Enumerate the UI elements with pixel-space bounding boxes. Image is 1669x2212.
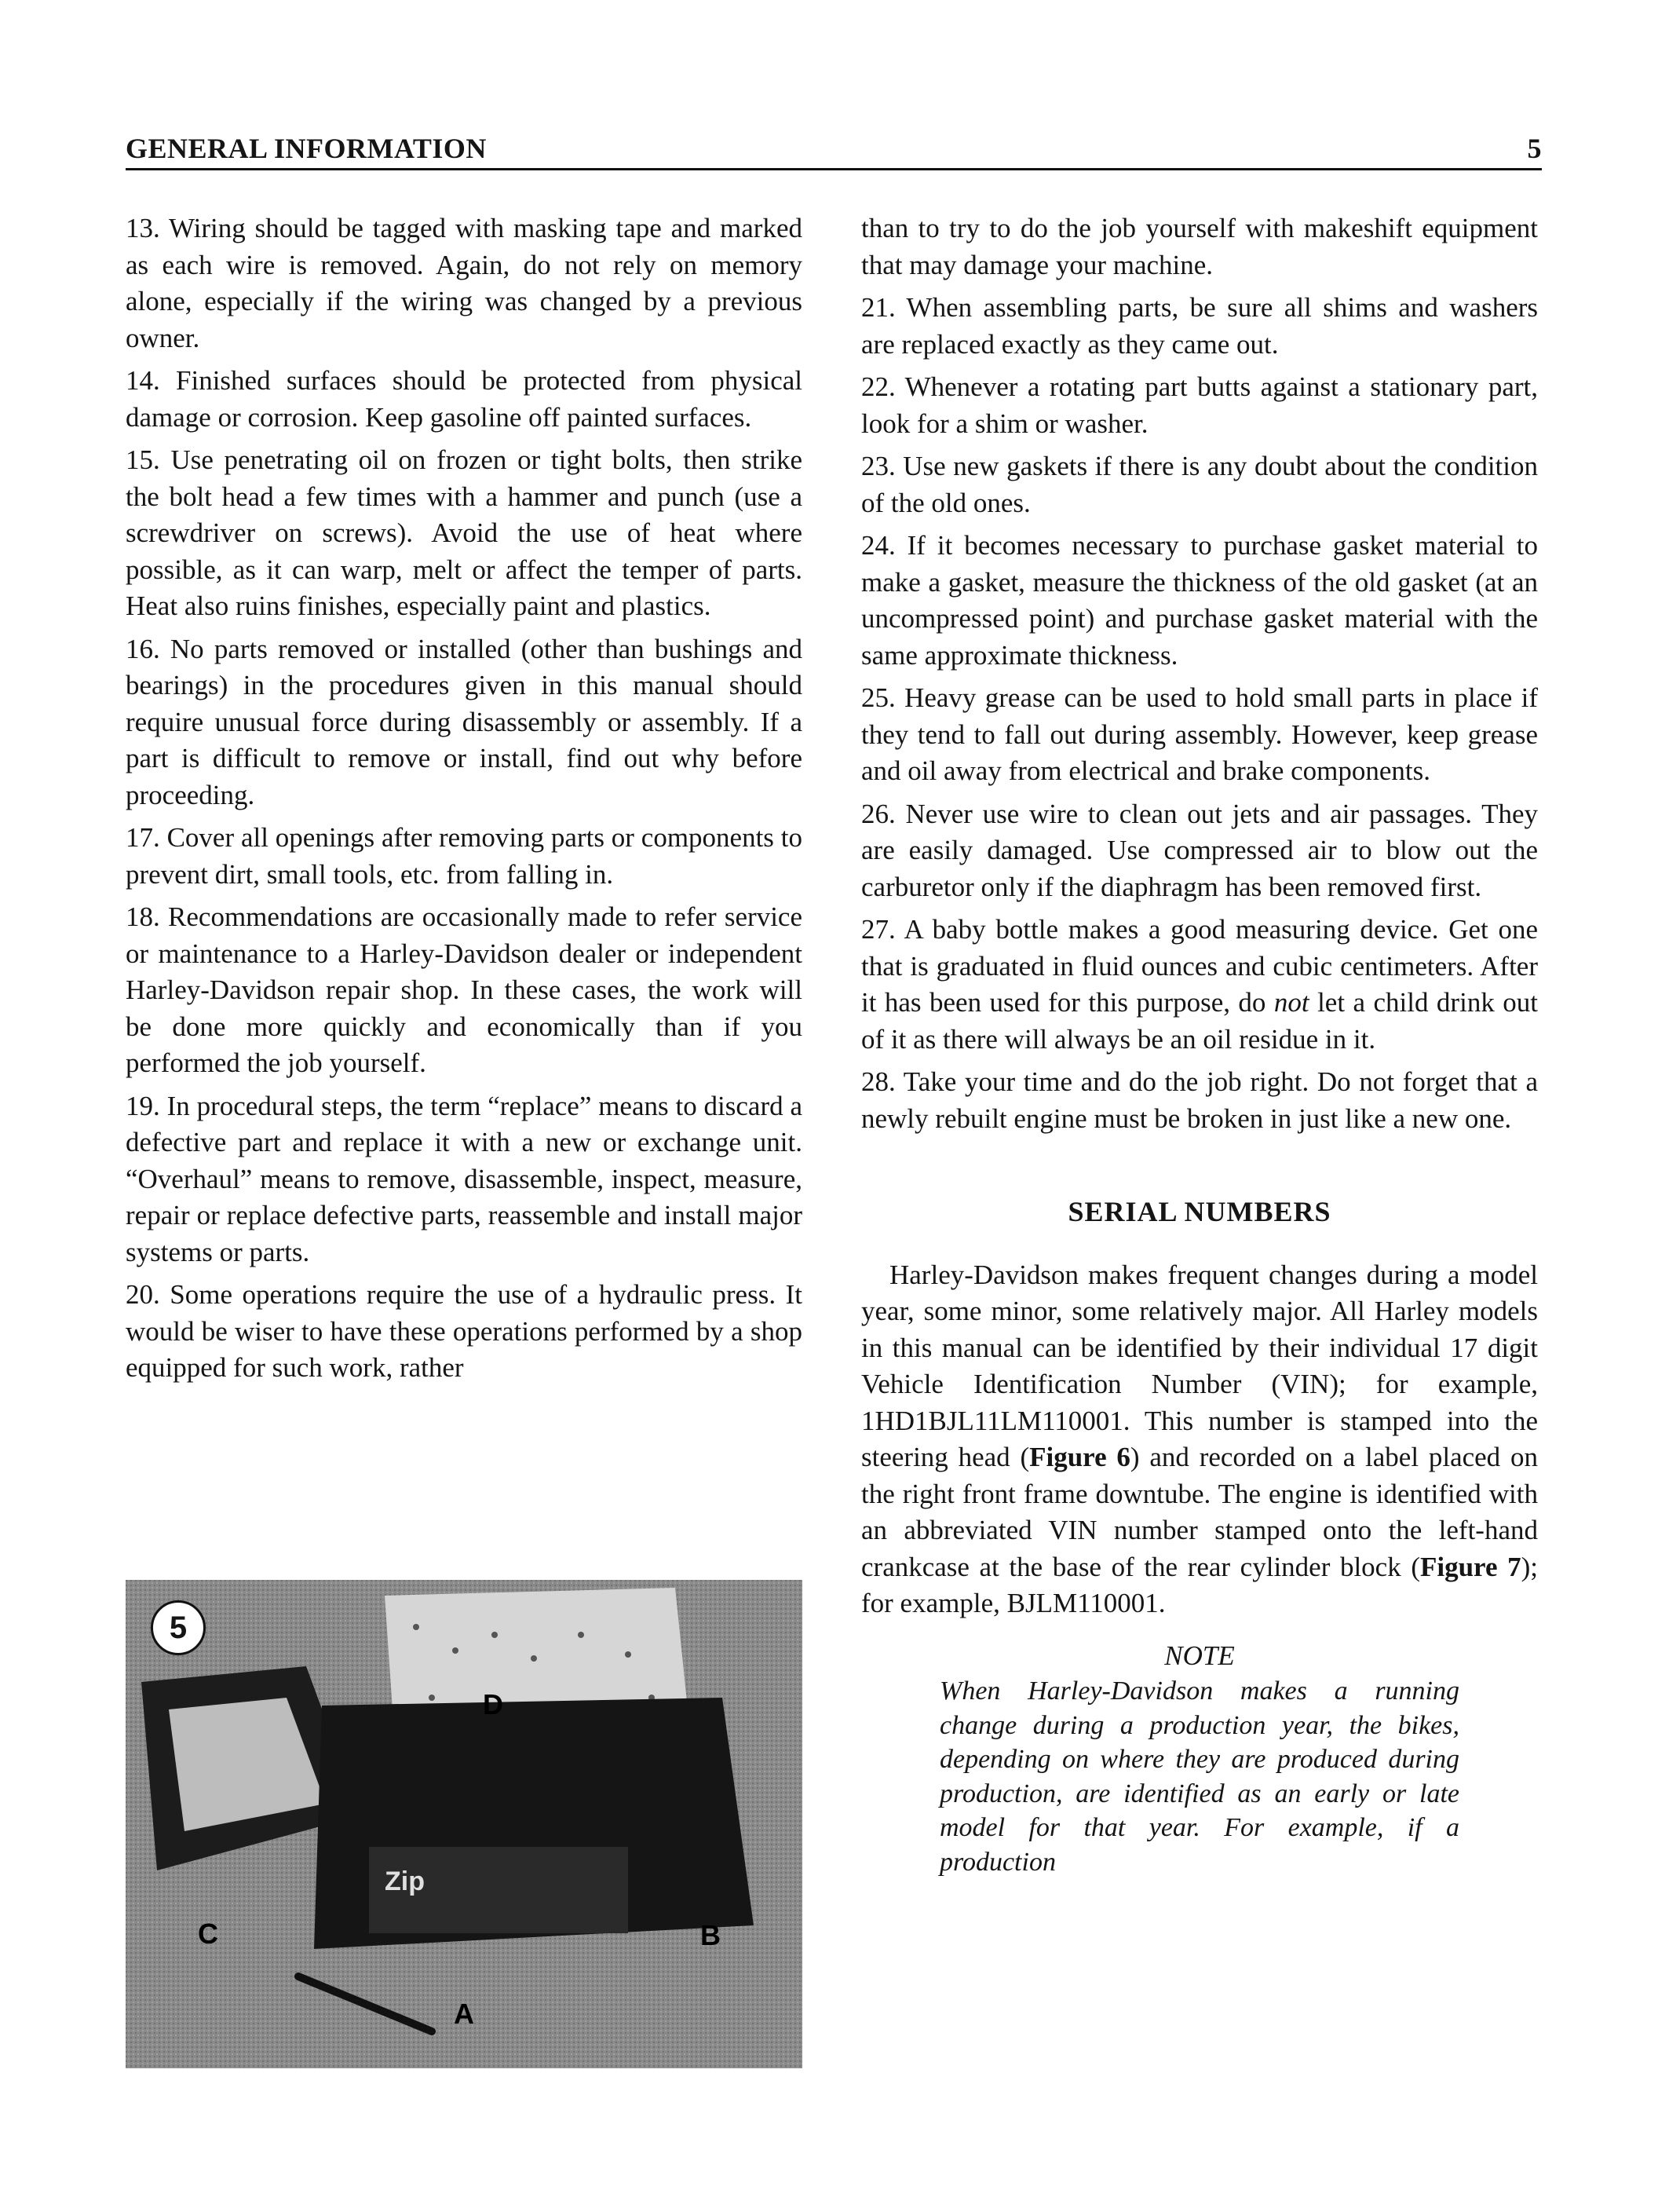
figure-label-c: C bbox=[198, 1918, 218, 1950]
paragraph-14: 14. Finished surfaces should be protected from physical damage or corrosion. Keep gasoline off painted surfaces. bbox=[126, 365, 802, 433]
figure-number-badge: 5 bbox=[151, 1600, 206, 1655]
serial-text-3: ); for example, BJLM110001. bbox=[861, 1551, 1538, 1618]
paragraph-25: 25. Heavy grease can be used to hold small parts in place if they tend to fall out during assembly. However, keep grease and oil away from electrical and brake components. bbox=[861, 682, 1538, 786]
header-rule bbox=[126, 168, 1542, 170]
section-heading-serial-numbers: SERIAL NUMBERS bbox=[1068, 1196, 1331, 1227]
paragraph-24: 24. If it becomes necessary to purchase gasket material to make a gasket, measure the thickness of the old gasket (at an uncompressed point) and purchase gasket material with the same approximate thickness. bbox=[861, 530, 1538, 671]
paragraph-18: 18. Recommendations are occasionally made to refer service or maintenance to a Harley-Davidson dealer or independent Harley-Davidson repair shop. In these cases, the work will be done more quickly and economically than if you performed the job yourself. bbox=[126, 901, 802, 1078]
figure-label-b: B bbox=[700, 1919, 721, 1951]
left-column bbox=[126, 210, 802, 1393]
paragraph-15: 15. Use penetrating oil on frozen or tight bolts, then strike the bolt head a few times with a hammer and punch (use a screwdriver on screws). Avoid the use of heat where possible, as it can warp, melt or affect the temper of parts. Heat also ruins finishes, especially paint and plastics. bbox=[126, 444, 802, 621]
page-header bbox=[126, 126, 1542, 165]
paragraph-20: 20. Some operations require the use of a hydraulic press. It would be wiser to have these operations performed by a shop equipped for such work, rather bbox=[126, 1279, 802, 1383]
paragraph-26: 26. Never use wire to clean out jets and air passages. They are easily damaged. Use compressed air to blow out the carburetor only if the diaphragm has been removed first. bbox=[861, 798, 1538, 902]
serial-text-1: Harley-Davidson makes frequent changes during a model year, some minor, some relatively major. All Harley models in this manual can be identified by their individual 17 digit Vehicle Identification Number (VIN); for example, 1HD1BJL11LM110001. This number is stamped into the steering head ( bbox=[861, 1259, 1538, 1472]
paragraph-28: 28. Take your time and do the job right. Do not forget that a newly rebuilt engine must be broken in just like a new one. bbox=[861, 1066, 1538, 1134]
serial-text-2: ) and recorded on a label placed on the right front frame downtube. The engine is identified with an abbreviated VIN number stamped onto the left-hand crankcase at the base of the rear cylinder block ( bbox=[861, 1442, 1538, 1582]
parts-tray-illustration bbox=[126, 1580, 802, 2068]
serial-numbers-paragraph bbox=[861, 1257, 1538, 1622]
note-heading: NOTE bbox=[1164, 1640, 1235, 1671]
figure-5-photo bbox=[126, 1580, 802, 2068]
right-column bbox=[861, 210, 1538, 1879]
figure-label-d: D bbox=[483, 1688, 503, 1720]
paragraph-27-text-a: 27. A baby bottle makes a good measuring device. Get one that is graduated in fluid ounces and cubic centimeters. After it has been used for this purpose, do bbox=[861, 914, 1538, 1018]
figure-7-reference: Figure 7 bbox=[1419, 1551, 1521, 1582]
paragraph-20-cont: than to try to do the job yourself with makeshift equipment that may damage your machine. bbox=[861, 213, 1538, 280]
note-body: When Harley-Davidson makes a running change during a production year, the bikes, depending on where they are produced during production, are identified as an early or late model for that year. For example, if a production bbox=[940, 1676, 1459, 1877]
figure-label-a: A bbox=[454, 1998, 474, 2030]
paragraph-22: 22. Whenever a rotating part butts against a stationary part, look for a shim or washer. bbox=[861, 371, 1538, 439]
paragraph-21: 21. When assembling parts, be sure all shims and washers are replaced exactly as they came out. bbox=[861, 292, 1538, 360]
paragraph-27-text-b: let a child drink out of it as there will always be an oil residue in it. bbox=[861, 987, 1538, 1055]
page-number: 5 bbox=[1527, 133, 1542, 164]
paragraph-27-emphasis: not bbox=[1273, 987, 1309, 1018]
zip-box-text: Zip bbox=[385, 1866, 425, 1896]
running-title: GENERAL INFORMATION bbox=[126, 133, 487, 164]
paragraph-23: 23. Use new gaskets if there is any doubt about the condition of the old ones. bbox=[861, 451, 1538, 518]
paragraph-16: 16. No parts removed or installed (other than bushings and bearings) in the procedures given in this manual should require unusual force during disassembly or assembly. If a part is difficult to remove or install, find out why before proceeding. bbox=[126, 633, 802, 810]
figure-6-reference: Figure 6 bbox=[1029, 1442, 1130, 1472]
paragraph-17: 17. Cover all openings after removing parts or components to prevent dirt, small tools, etc. from falling in. bbox=[126, 822, 802, 890]
paragraph-19: 19. In procedural steps, the term “replace” means to discard a defective part and replace it with a new or exchange unit. “Overhaul” means to remove, disassemble, inspect, measure, repair or replace defective parts, reassemble and install major systems or parts. bbox=[126, 1090, 802, 1267]
paragraph-27 bbox=[861, 912, 1538, 1058]
paragraph-13: 13. Wiring should be tagged with masking tape and marked as each wire is removed. Again, do not rely on memory alone, especially if the wiring was changed by a previous owner. bbox=[126, 213, 802, 353]
